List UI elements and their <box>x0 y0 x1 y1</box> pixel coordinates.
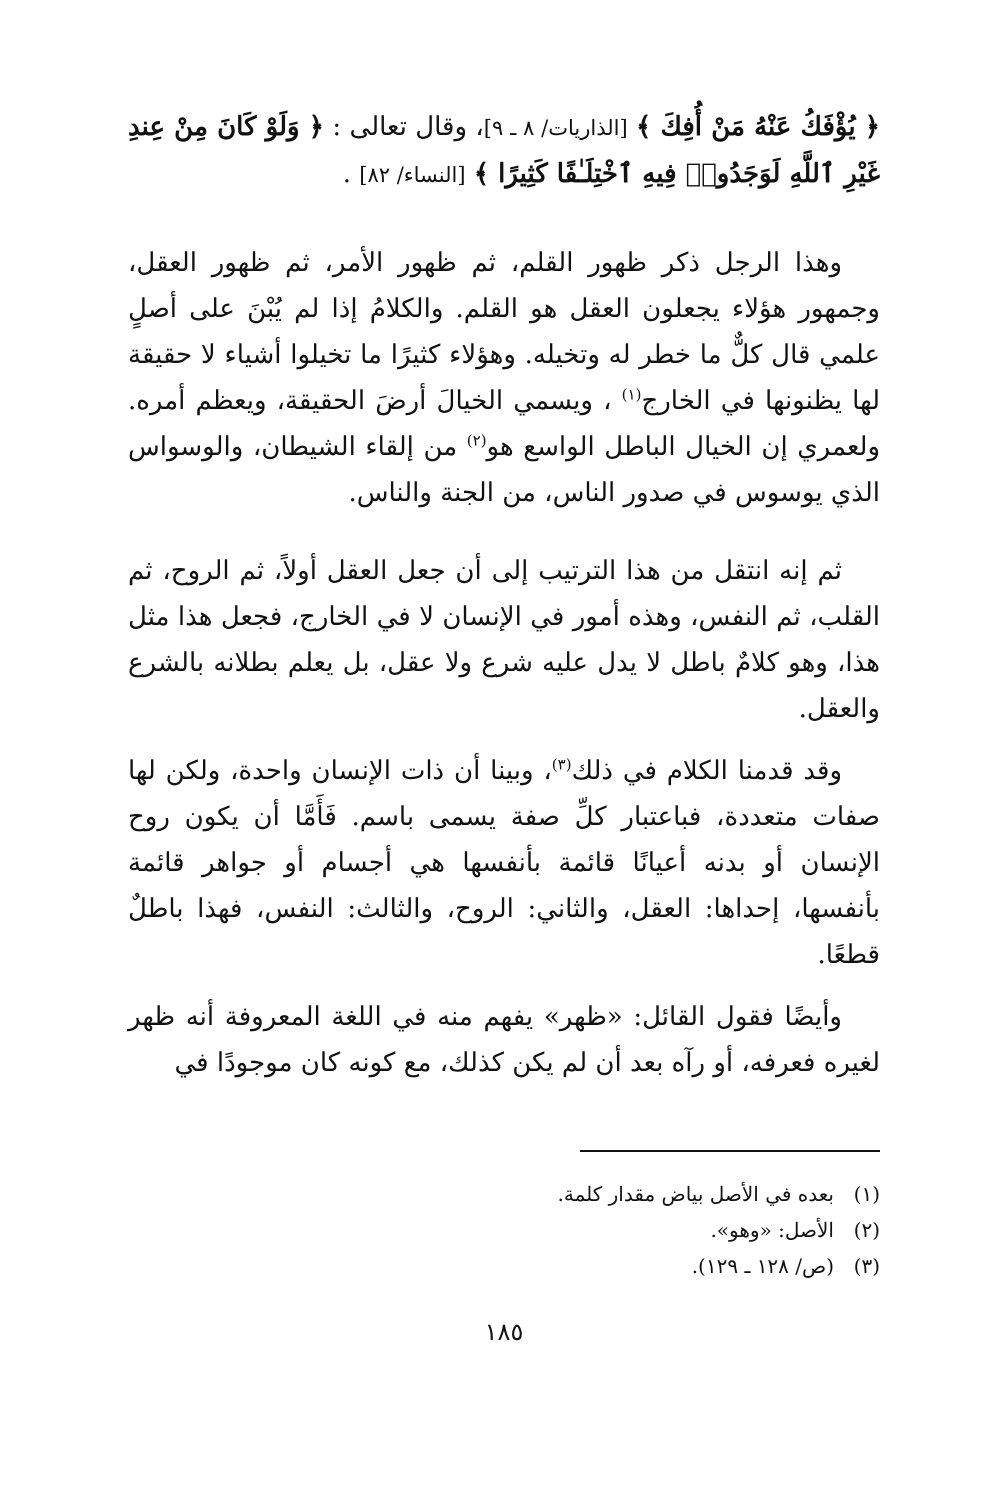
quote-end-mark: . <box>342 159 351 189</box>
footnote-text: (ص/ ١٢٨ ـ ١٢٩). <box>691 1254 834 1278</box>
footnote-divider <box>580 1150 880 1152</box>
paragraph-3-part-2: ، وبينا أن ذات الإنسان واحدة، ولكن لها صفات متعددة، فباعتبار كلِّ صفة يسمى باسم. فَأَمَّا أن يكون روح الإنسان أو بدنه أعيانًا قائمة بأنفسها هي أجسام أو جواهر قائمة بأنفسها، إحداها: العقل، والثاني: الروح، والثالث: النفس، فهذا باطلٌ قطعًا. <box>128 756 880 970</box>
footnotes-section <box>128 1150 880 1284</box>
page-number: ١٨٥ <box>484 1318 524 1346</box>
footnote-number: (١) <box>853 1182 880 1206</box>
ayah-an-nisa: ﴿ وَلَوْ كَانَ مِنْ عِندِ غَيْرِ ٱللَّهِ لَوَجَدُوا۟ فِيهِ ٱخْتِلَـٰفًا كَثِيرًا ﴾ <box>128 112 880 189</box>
footnote-ref-2: (٢) <box>466 431 487 450</box>
footnote-2 <box>128 1212 880 1248</box>
footnote-number: (٢) <box>853 1218 880 1242</box>
page-body <box>128 104 880 1086</box>
footnote-1 <box>128 1176 880 1212</box>
footnote-3 <box>128 1248 880 1284</box>
quran-quotation <box>128 104 880 198</box>
paragraph-2: ثم إنه انتقل من هذا الترتيب إلى أن جعل العقل أولاً، ثم الروح، ثم القلب، ثم النفس، وهذه أمور في الإنسان لا في الخارج، فجعل هذا مثل هذا، وهو كلامٌ باطل لا يدل عليه شرع ولا عقل، بل يعلم بطلانه بالشرع والعقل. <box>128 556 880 724</box>
footnote-text: الأصل: «وهو». <box>710 1218 834 1242</box>
paragraph-3 <box>128 748 880 978</box>
paragraph-3-part-1: وقد قدمنا الكلام في ذلك <box>571 756 842 786</box>
paragraph-1 <box>128 240 880 516</box>
ayah-adh-dhariyat: ﴿ يُؤْفَكُ عَنْهُ مَنْ أُفِكَ ﴾ <box>636 112 880 142</box>
ayah-reference-an-nisa: [النساء/ ٨٢] <box>359 163 466 187</box>
paragraph-1-part-2: ، ويسمي الخيالَ أرضَ الحقيقة، ويعظم أمره. ولعمري إن الخيال الباطل الواسع هو <box>128 386 881 462</box>
footnote-text: بعده في الأصل بياض مقدار كلمة. <box>557 1182 834 1206</box>
footnote-ref-1: (١) <box>621 385 642 404</box>
paragraph-4: وأيضًا فقول القائل: «ظهر» يفهم منه في اللغة المعروفة أنه ظهر لغيره فعرفه، أو رآه بعد أن لم يكن كذلك، مع كونه كان موجودًا في <box>128 1002 880 1078</box>
ayah-reference-adh-dhariyat: [الذاريات/ ٨ ـ ٩] <box>483 116 628 140</box>
footnote-number: (٣) <box>853 1254 880 1278</box>
footnote-ref-3: (٣) <box>551 755 572 774</box>
quote-connector: ، وقال تعالى : <box>332 112 484 142</box>
paragraph-1-part-1: وهذا الرجل ذكر ظهور القلم، ثم ظهور الأمر، ثم ظهور العقل، وجمهور هؤلاء يجعلون العقل هو القلم. والكلامُ إذا لم يُبْنَ على أصلٍ علمي قال كلٌّ ما خطر له وتخيله. وهؤلاء كثيرًا ما تخيلوا أشياء لا حقيقة لها يظنونها في الخارج <box>128 248 880 416</box>
paragraph-1-part-3: من إلقاء الشيطان، والوسواس الذي يوسوس في صدور الناس، من الجنة والناس. <box>128 432 880 508</box>
